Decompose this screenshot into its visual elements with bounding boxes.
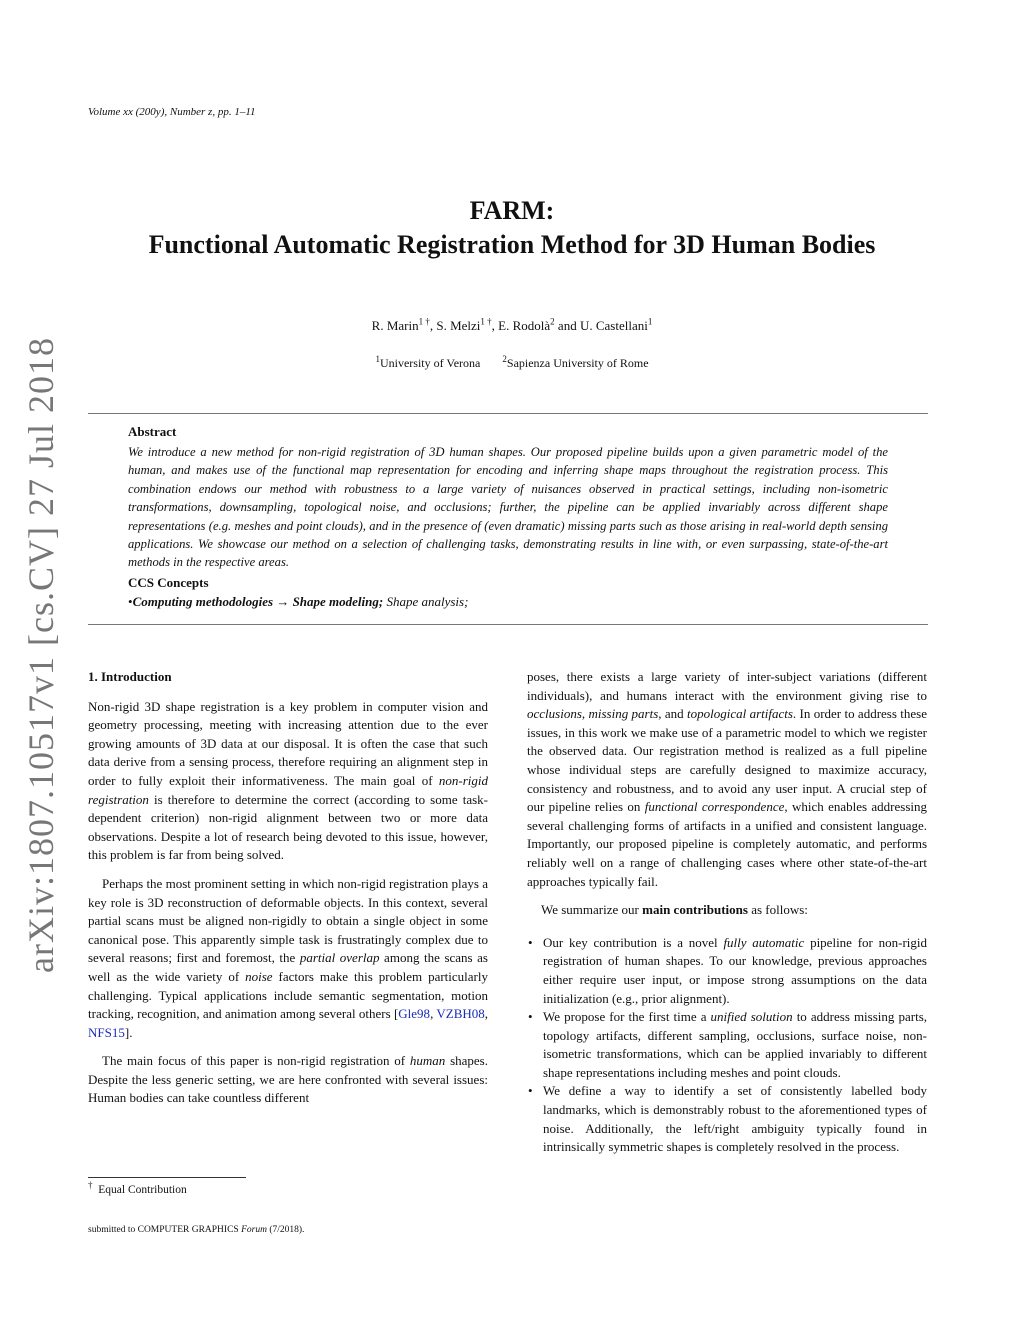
ccs-concepts	[128, 594, 888, 610]
author-separator: and	[554, 318, 580, 333]
intro-paragraph-2: Perhaps the most prominent setting in which non-rigid registration plays a key role is 3D reconstruction of deformable objects. In this context, several partial scans must be aligned non-rigidly to obtain a single object in some canonical pose. This apparently simple task is frustratingly complex due to several reasons; first and foremost, the partial overlap among the scans as well as the wide variety of noise factors make this problem particularly challenging. Typical applications include semantic segmentation, motion tracking, recognition, and animation among several others [Gle98, VZBH08, NFS15].	[88, 875, 488, 1040]
footnote-text: Equal Contribution	[98, 1184, 187, 1196]
arxiv-stamp-text: arXiv:1807.10517v1 [cs.CV] 27 Jul 2018	[21, 337, 61, 973]
title-line-2: Functional Automatic Registration Method for 3D Human Bodies	[148, 230, 876, 259]
citation-link[interactable]: NFS15	[88, 1024, 125, 1040]
ccs-leaf: Shape analysis;	[386, 594, 469, 609]
footnote-rule	[88, 1177, 246, 1178]
left-column	[88, 668, 488, 1108]
author-name: E. Rodolà	[498, 318, 551, 333]
journal-header: Volume xx (200y), Number z, pp. 1–11	[88, 106, 256, 118]
affiliation-name: University of Verona	[379, 356, 481, 370]
intro-paragraph-4: poses, there exists a large variety of inter-subject variations (different individuals), and humans interact with the environment giving rise to occlusions, missing parts, and topological artifacts. In order to address these issues, in this work we make use of a parametric model to which we register the observed data. Our registration method is realized as a full pipeline whose individual steps are carefully designed to maximize accuracy, consistency and robustness, and to avoid any user input. A crucial step of our pipeline relies on functional correspondence, which enables addressing several challenging forms of artifacts in a unified and consistent language. Importantly, our proposed pipeline is completely automatic, and performs reliably well on a range of challenging cases where other state-of-the-art approaches typically fail.	[527, 669, 927, 889]
ccs-sub: Shape modeling;	[292, 594, 384, 609]
ccs-arrow: →	[276, 594, 290, 609]
intro-paragraph-3: The main focus of this paper is non-rigid registration of human shapes. Despite the less generic setting, we are here confronted with several issues: Human bodies can take countless different	[88, 1053, 488, 1106]
abstract-text: We introduce a new method for non-rigid registration of 3D human shapes. Our proposed pipeline builds upon a given parametric model of the human, and makes use of the functional map representation for encoding and inferring shape maps throughout the registration process. This combination endows our method with robustness to a large variety of nuisances observed in practical settings, including non-isometric transformations, downsampling, topological noise, and occlusions; further, the pipeline can be applied invariably across different shape representations (e.g. meshes and point clouds), and in the presence of (even dramatic) missing parts such as those arising in real-world depth sensing applications. We showcase our method on a selection of challenging tasks, demonstrating results in line with, or even surpassing, state-of-the-art methods in the respective areas.	[128, 445, 888, 570]
title-line-1: FARM:	[469, 196, 555, 225]
ccs-heading: CCS Concepts	[128, 575, 209, 590]
author-separator: ,	[429, 318, 437, 333]
contributions-list	[527, 934, 927, 1157]
list-item: • We define a way to identify a set of consistently labelled body landmarks, which is demonstrably robust to the aforementioned types of noise. Additionally, the left/right ambiguity typically found in intrinsically symmetric shapes is completely resolved in the process.	[528, 1083, 927, 1155]
author-name: U. Castellani	[579, 318, 648, 333]
author-mark: 1 †	[480, 316, 492, 327]
author-mark: 1 †	[418, 316, 430, 327]
author-name: S. Melzi	[436, 318, 481, 333]
bottom-divider	[88, 624, 928, 625]
intro-paragraph-1: Non-rigid 3D shape registration is a key problem in computer vision and geometry processing, meeting with increasing attention due to the ever growing amounts of 3D data at our disposal. It is often the case that such data derive from a sensing process, therefore requiring an alignment step in order to fully exploit their informativeness. The main goal of non-rigid registration is therefore to determine the correct (according to some task-dependent criterion) non-rigid alignment between two or more data observations. Despite a lot of research being devoted to this issue, however, this problem is far from being solved.	[88, 698, 488, 863]
footnote	[88, 1180, 187, 1196]
author-list	[0, 318, 1024, 334]
citation-link[interactable]: Gle98	[398, 1006, 431, 1022]
bullet-icon: •	[528, 1083, 533, 1099]
author-mark: 2	[550, 316, 555, 327]
affiliation-num: 2	[502, 354, 507, 364]
right-column	[527, 668, 927, 1157]
footnote-mark: †	[88, 1180, 93, 1191]
bullet-icon: •	[528, 934, 533, 950]
bullet-icon: •	[528, 1009, 533, 1025]
intro-paragraph-5: We summarize our main contributions as follows:	[541, 902, 808, 918]
author-separator: ,	[491, 318, 499, 333]
author-mark: 1	[647, 316, 653, 327]
list-item: • Our key contribution is a novel fully automatic pipeline for non-rigid registration of human shapes. To our knowledge, previous approaches either require user input, or impose strong assumptions on the data initialization (e.g., prior alignment).	[528, 934, 928, 1006]
ccs-bullet: •	[128, 594, 133, 609]
affiliations	[0, 356, 1024, 371]
affiliation-num: 1	[375, 354, 380, 364]
section-heading: 1. Introduction	[88, 669, 172, 684]
author-name: R. Marin	[371, 318, 419, 333]
list-item: • We propose for the first time a unified solution to address missing parts, topology artifacts, different sampling, occlusions, surface noise, non-isometric transformations, which can be applied invariably to different shape representations including meshes and point clouds.	[528, 1009, 927, 1080]
affiliation-name: Sapienza University of Rome	[506, 356, 649, 370]
page-footer: submitted to COMPUTER GRAPHICS Forum (7/2018).	[88, 1225, 305, 1235]
abstract-heading: Abstract	[128, 424, 177, 439]
top-divider	[88, 413, 928, 414]
ccs-category: Computing methodologies	[132, 594, 274, 609]
citation-link[interactable]: VZBH08	[436, 1006, 485, 1022]
